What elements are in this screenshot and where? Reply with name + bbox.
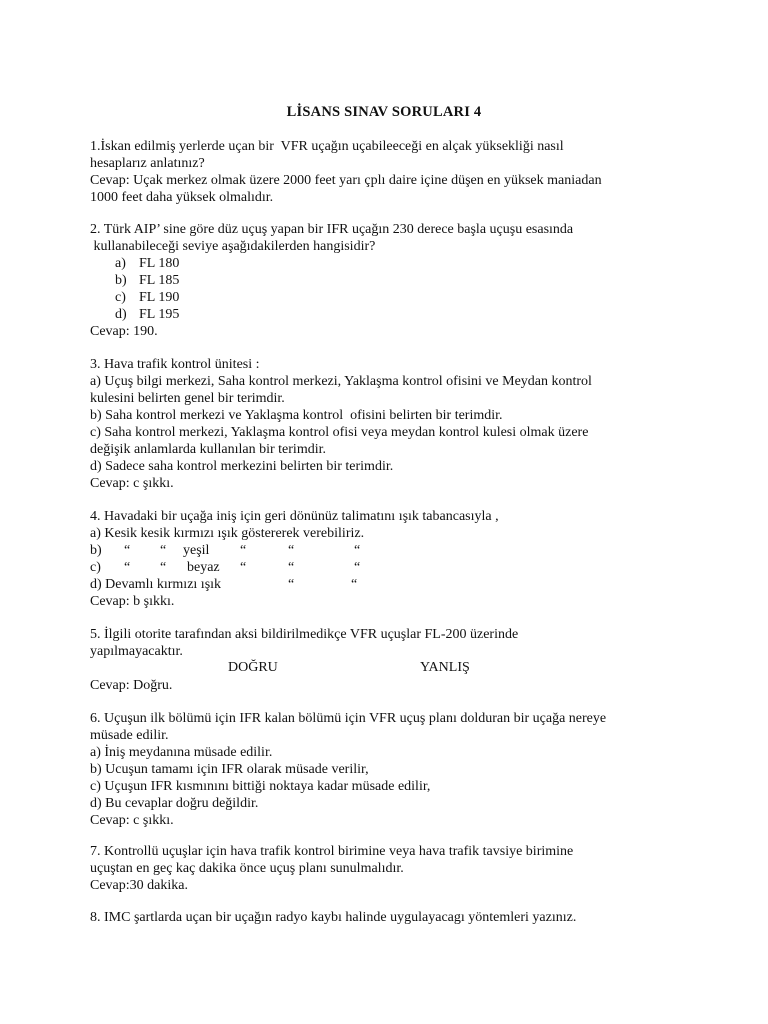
q6-line: 6. Uçuşun ilk bölümü için IFR kalan bölümü için VFR uçuş planı dolduran bir uçağa nereye <box>90 711 607 726</box>
question-1 <box>90 138 690 206</box>
option-text: FL 185 <box>139 273 180 288</box>
q3-line: d) Sadece saha kontrol merkezini belirten bir terimdir. <box>90 459 394 474</box>
question-8 <box>90 909 690 926</box>
q3-line: kulesini belirten genel bir terimdir. <box>90 391 285 406</box>
q7-line: uçuştan en geç kaç dakika önce uçuş planı sunulmalıdır. <box>90 861 404 876</box>
q1-answer-line: 1000 feet daha yüksek olmalıdır. <box>90 190 274 205</box>
ditto-mark: “ <box>288 543 295 558</box>
q2-option-b <box>115 272 179 289</box>
document-title: LİSANS SINAV SORULARI 4 <box>286 104 482 120</box>
q1-line: hesaplarız anlatınız? <box>90 156 205 171</box>
q3-answer: Cevap: c şıkkı. <box>90 476 174 491</box>
q5-false-label: YANLIŞ <box>420 660 470 675</box>
ditto-mark: “ <box>354 560 361 575</box>
q1-line: 1.İskan edilmiş yerlerde uçan bir VFR uçağın uçabileeceği en alçak yüksekliği nasıl <box>90 139 564 154</box>
q3-line: c) Saha kontrol merkezi, Yaklaşma kontrol ofisi veya meydan kontrol kulesi olmak üzere <box>90 425 589 440</box>
q2-answer: Cevap: 190. <box>90 324 158 339</box>
q2-line: 2. Türk AIP’ sine göre düz uçuş yapan bir IFR uçağın 230 derece başla uçuşu esasında <box>90 222 574 237</box>
q1-answer-line: Cevap: Uçak merkez olmak üzere 2000 feet yarı çplı daire içine düşen en yüksek maniadan <box>90 173 602 188</box>
row-word: beyaz <box>187 560 220 575</box>
q3-line: 3. Hava trafik kontrol ünitesi : <box>90 357 260 372</box>
q4-line: a) Kesik kesik kırmızı ışık göstererek verebiliriz. <box>90 526 365 541</box>
option-letter: a) <box>115 256 126 271</box>
option-letter: c) <box>115 290 126 305</box>
ditto-mark: “ <box>240 543 247 558</box>
q2-option-a <box>115 255 179 272</box>
row-text: d) Devamlı kırmızı ışık <box>90 577 222 592</box>
ditto-mark: “ <box>288 577 295 592</box>
q6-line: a) İniş meydanına müsade edilir. <box>90 745 273 760</box>
question-5 <box>90 626 690 660</box>
ditto-mark: “ <box>124 560 131 575</box>
row-word: yeşil <box>183 543 210 558</box>
question-4 <box>90 508 690 542</box>
question-2 <box>90 221 690 255</box>
q4-line: 4. Havadaki bir uçağa iniş için geri dönünüz talimatını ışık tabancasıyla , <box>90 509 499 524</box>
option-text: FL 180 <box>139 256 180 271</box>
q6-answer: Cevap: c şıkkı. <box>90 813 174 828</box>
option-text: FL 190 <box>139 290 180 305</box>
q2-option-d <box>115 306 179 323</box>
option-letter: d) <box>115 307 127 322</box>
q6-line: müsade edilir. <box>90 728 169 743</box>
q5-line: 5. İlgili otorite tarafından aksi bildirilmedikçe VFR uçuşlar FL-200 üzerinde <box>90 627 519 642</box>
option-letter: b) <box>115 273 127 288</box>
q4-answer: Cevap: b şıkkı. <box>90 594 175 609</box>
q5-line: yapılmayacaktır. <box>90 644 183 659</box>
question-6 <box>90 710 690 829</box>
q5-answer: Cevap: Doğru. <box>90 678 173 693</box>
ditto-mark: “ <box>240 560 247 575</box>
q8-line: 8. IMC şartlarda uçan bir uçağın radyo kaybı halinde uygulayacagı yöntemleri yazınız. <box>90 910 577 925</box>
q3-line: b) Saha kontrol merkezi ve Yaklaşma kontrol ofisini belirten bir terimdir. <box>90 408 503 423</box>
ditto-mark: “ <box>124 543 131 558</box>
ditto-mark: “ <box>160 543 167 558</box>
q7-answer: Cevap:30 dakika. <box>90 878 188 893</box>
ditto-mark: “ <box>160 560 167 575</box>
q7-line: 7. Kontrollü uçuşlar için hava trafik kontrol birimine veya hava trafik tavsiye birimine <box>90 844 574 859</box>
q6-line: b) Ucuşun tamamı için IFR olarak müsade verilir, <box>90 762 369 777</box>
q3-line: a) Uçuş bilgi merkezi, Saha kontrol merkezi, Yaklaşma kontrol ofisini ve Meydan kontrol <box>90 374 592 389</box>
q6-line: c) Uçuşun IFR kısmınını bittiği noktaya kadar müsade edilir, <box>90 779 431 794</box>
q2-line: kullanabileceği seviye aşağıdakilerden hangisidir? <box>90 239 376 254</box>
question-7 <box>90 843 690 894</box>
row-label: b) <box>90 543 102 558</box>
q6-line: d) Bu cevaplar doğru değildir. <box>90 796 259 811</box>
ditto-mark: “ <box>354 543 361 558</box>
q5-true-label: DOĞRU <box>228 660 278 675</box>
option-text: FL 195 <box>139 307 180 322</box>
q2-option-c <box>115 289 179 306</box>
ditto-mark: “ <box>288 560 295 575</box>
question-3 <box>90 356 690 492</box>
q3-line: değişik anlamlarda kullanılan bir terimdir. <box>90 442 326 457</box>
row-label: c) <box>90 560 101 575</box>
ditto-mark: “ <box>351 577 358 592</box>
